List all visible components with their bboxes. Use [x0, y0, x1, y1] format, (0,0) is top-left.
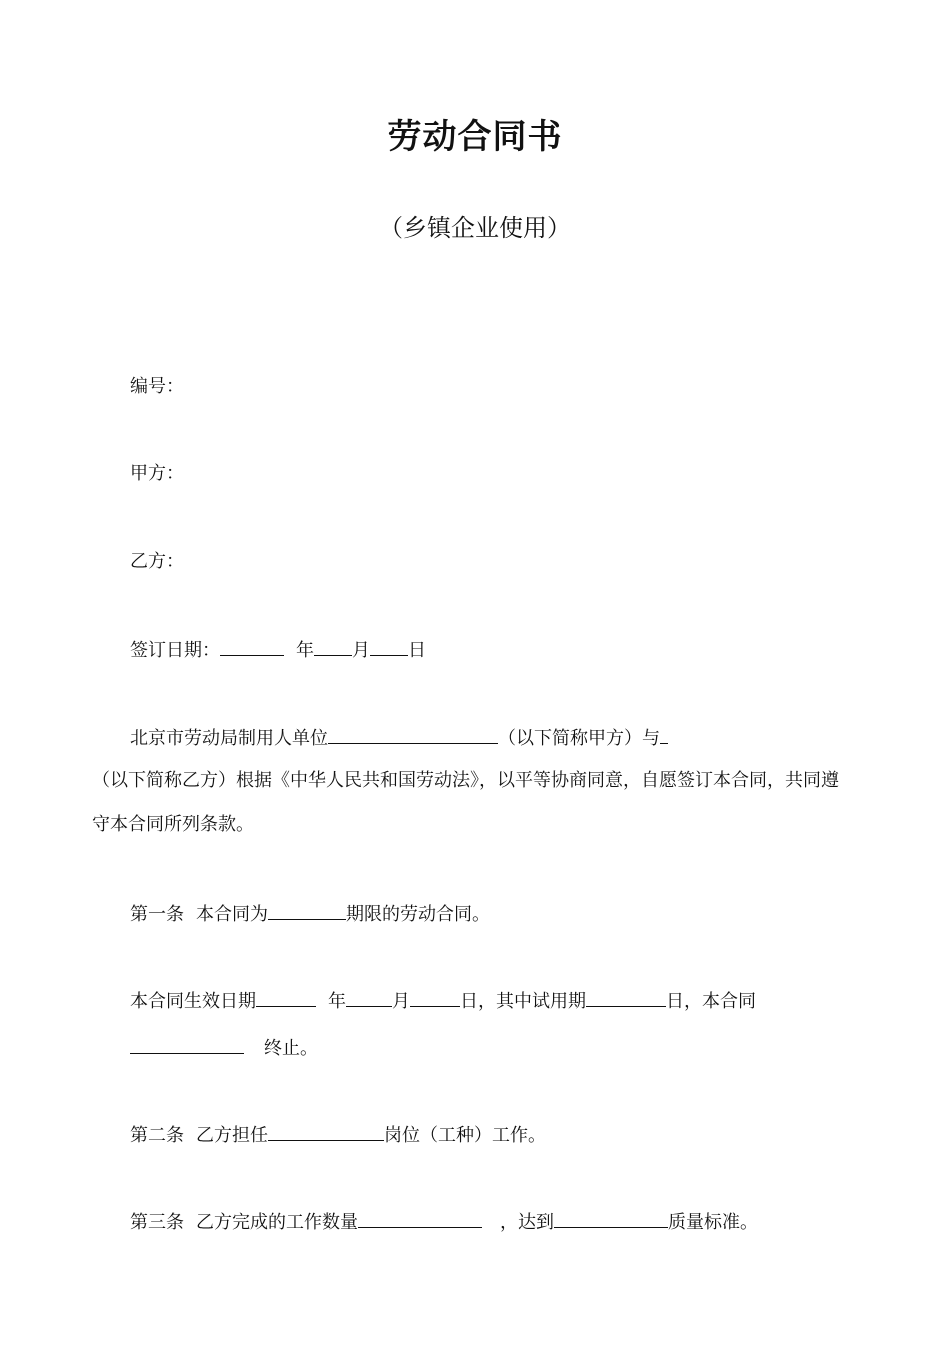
sign-month-blank [314, 635, 352, 656]
effective-text-c: 日，本合同 [666, 991, 756, 1012]
intro-part2: （以下简称甲方）与 [498, 728, 660, 749]
end-date-blank [130, 1033, 244, 1054]
effective-year-blank [256, 986, 316, 1007]
article-1-label: 第一条 [130, 904, 184, 925]
effective-end-line [130, 1033, 318, 1063]
intro-part1: 北京市劳动局制用人单位 [130, 728, 328, 749]
number-field [130, 373, 184, 401]
position-blank [268, 1120, 384, 1141]
sign-date-field [130, 635, 426, 665]
intro-line-3: 守本合同所列条款。 [92, 814, 254, 835]
article-2-label: 第二条 [130, 1125, 184, 1146]
employee-blank [660, 723, 668, 744]
quality-standard-blank [554, 1207, 668, 1228]
effective-text-b: 日，其中试用期 [460, 991, 586, 1012]
article-1-text-b: 期限的劳动合同。 [346, 904, 490, 925]
article-3-text-c: 质量标准。 [668, 1212, 758, 1233]
article-1 [130, 899, 490, 929]
sign-day-text: 日 [408, 640, 426, 661]
party-b-field [130, 548, 184, 576]
effective-day-blank [410, 986, 460, 1007]
article-3-text-a: 乙方完成的工作数量 [196, 1212, 358, 1233]
sign-day-blank [370, 635, 408, 656]
effective-text-a: 本合同生效日期 [130, 991, 256, 1012]
document-title: 劳动合同书 [387, 117, 563, 157]
employer-blank [328, 723, 498, 744]
article-2-text-a: 乙方担任 [196, 1125, 268, 1146]
sign-year-blank [220, 635, 284, 656]
intro-line-1 [130, 723, 668, 753]
number-label: 编号： [130, 376, 184, 397]
article-2 [130, 1120, 546, 1150]
document-subtitle: （乡镇企业使用） [379, 214, 571, 242]
effective-year-text: 年 [328, 991, 346, 1012]
sign-year-text: 年 [296, 640, 314, 661]
intro-line-2: （以下简称乙方）根据《中华人民共和国劳动法》，以平等协商同意，自愿签订本合同，共同遵 [92, 770, 839, 791]
sign-month-text: 月 [352, 640, 370, 661]
sign-date-label: 签订日期： [130, 640, 220, 661]
article-3-text-b: ，达到 [500, 1212, 554, 1233]
effective-date-line [130, 986, 756, 1016]
work-quantity-blank [358, 1207, 482, 1228]
article-3 [130, 1207, 758, 1237]
article-3-label: 第三条 [130, 1212, 184, 1233]
term-blank [268, 899, 346, 920]
article-2-text-b: 岗位（工种）工作。 [384, 1125, 546, 1146]
article-1-text-a: 本合同为 [196, 904, 268, 925]
effective-month-text: 月 [392, 991, 410, 1012]
effective-end-text: 终止。 [264, 1038, 318, 1059]
party-b-label: 乙方： [130, 551, 184, 572]
effective-month-blank [346, 986, 392, 1007]
probation-blank [586, 986, 666, 1007]
party-a-label: 甲方： [130, 463, 184, 484]
party-a-field [130, 460, 184, 488]
